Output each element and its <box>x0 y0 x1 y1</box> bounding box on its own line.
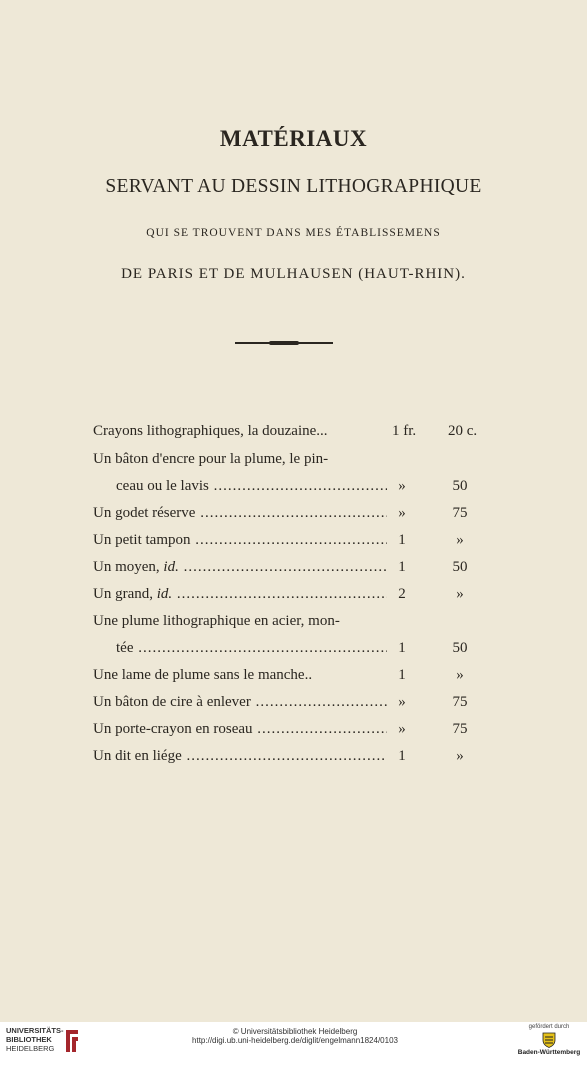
item-centimes: 75 <box>452 721 468 737</box>
page-subtitle: SERVANT AU DESSIN LITHOGRAPHIQUE <box>105 176 482 197</box>
item-francs: 1 <box>398 748 406 764</box>
item-francs: 1 <box>398 640 406 656</box>
library-emblem-icon <box>64 1028 80 1054</box>
item-name: Un dit en liége ..... <box>93 746 387 766</box>
item-name: Une plume lithographique en acier, mon- <box>93 613 340 629</box>
ornamental-rule <box>235 342 333 344</box>
list-item <box>0 692 587 719</box>
funder-logo[interactable] <box>516 1024 582 1064</box>
list-item <box>0 421 587 448</box>
item-centimes: 75 <box>452 694 468 710</box>
item-name: Un petit tampon ..... <box>93 530 387 550</box>
item-name: Crayons lithographiques, la douzaine... <box>93 423 328 439</box>
list-item <box>0 638 587 665</box>
item-centimes: » <box>456 532 464 548</box>
item-centimes: » <box>456 667 464 683</box>
item-francs: » <box>398 505 406 521</box>
list-item <box>0 665 587 692</box>
item-francs: » <box>398 478 406 494</box>
item-centimes: 50 <box>452 559 468 575</box>
list-item <box>0 530 587 557</box>
list-item <box>0 746 587 773</box>
item-centimes: 20 c. <box>448 423 478 439</box>
item-francs: 1 fr. <box>392 423 417 439</box>
list-item <box>0 719 587 746</box>
library-name-line-2: BIBLIOTHEK <box>6 1035 52 1044</box>
copyright-text: © Universitätsbibliothek Heidelberg <box>232 1027 358 1036</box>
coat-of-arms-icon <box>541 1032 557 1048</box>
list-item <box>0 584 587 611</box>
item-centimes: » <box>456 586 464 602</box>
funded-by-label: gefördert durch <box>528 1024 570 1030</box>
item-name: Une lame de plume sans le manche.. <box>93 667 313 683</box>
list-item <box>0 557 587 584</box>
item-francs: 2 <box>398 586 406 602</box>
funder-name: Baden-Württemberg <box>517 1049 581 1056</box>
item-name: Un porte-crayon en roseau ..... <box>93 719 387 739</box>
footer-credits <box>150 1027 440 1045</box>
item-name: Un bâton d'encre pour la plume, le pin- <box>93 451 329 467</box>
item-centimes: 50 <box>452 640 468 656</box>
item-name: tée ..... <box>116 638 387 658</box>
item-francs: » <box>398 694 406 710</box>
item-centimes: 50 <box>452 478 468 494</box>
source-url[interactable]: http://digi.ub.uni-heidelberg.de/diglit/engelmann1824/0103 <box>192 1036 398 1045</box>
item-francs: 1 <box>398 532 406 548</box>
item-name: Un grand, id. ..... <box>93 584 387 604</box>
item-name-italic: id. <box>156 586 173 602</box>
subtitle-line-3: QUI SE TROUVENT DANS MES ÉTABLISSEMENS <box>146 227 441 239</box>
library-name-line-1: UNIVERSITÄTS- <box>6 1026 64 1035</box>
item-francs: 1 <box>398 559 406 575</box>
item-name: Un bâton de cire à enlever ..... <box>93 692 387 712</box>
library-name-line-3: HEIDELBERG <box>6 1044 55 1053</box>
library-logo[interactable] <box>6 1026 81 1064</box>
list-item <box>0 611 587 638</box>
item-centimes: » <box>456 748 464 764</box>
item-name: Un godet réserve ..... <box>93 503 387 523</box>
list-item <box>0 476 587 503</box>
page-title: MATÉRIAUX <box>219 126 368 151</box>
list-item <box>0 503 587 530</box>
list-item <box>0 449 587 476</box>
item-name-italic: id. <box>163 559 179 575</box>
item-francs: » <box>398 721 406 737</box>
item-name: ceau ou le lavis ..... <box>116 476 387 496</box>
item-name: Un moyen, id. ..... <box>93 557 387 577</box>
item-centimes: 75 <box>452 505 468 521</box>
subtitle-line-4: DE PARIS ET DE MULHAUSEN (HAUT-RHIN). <box>121 266 466 282</box>
item-francs: 1 <box>398 667 406 683</box>
